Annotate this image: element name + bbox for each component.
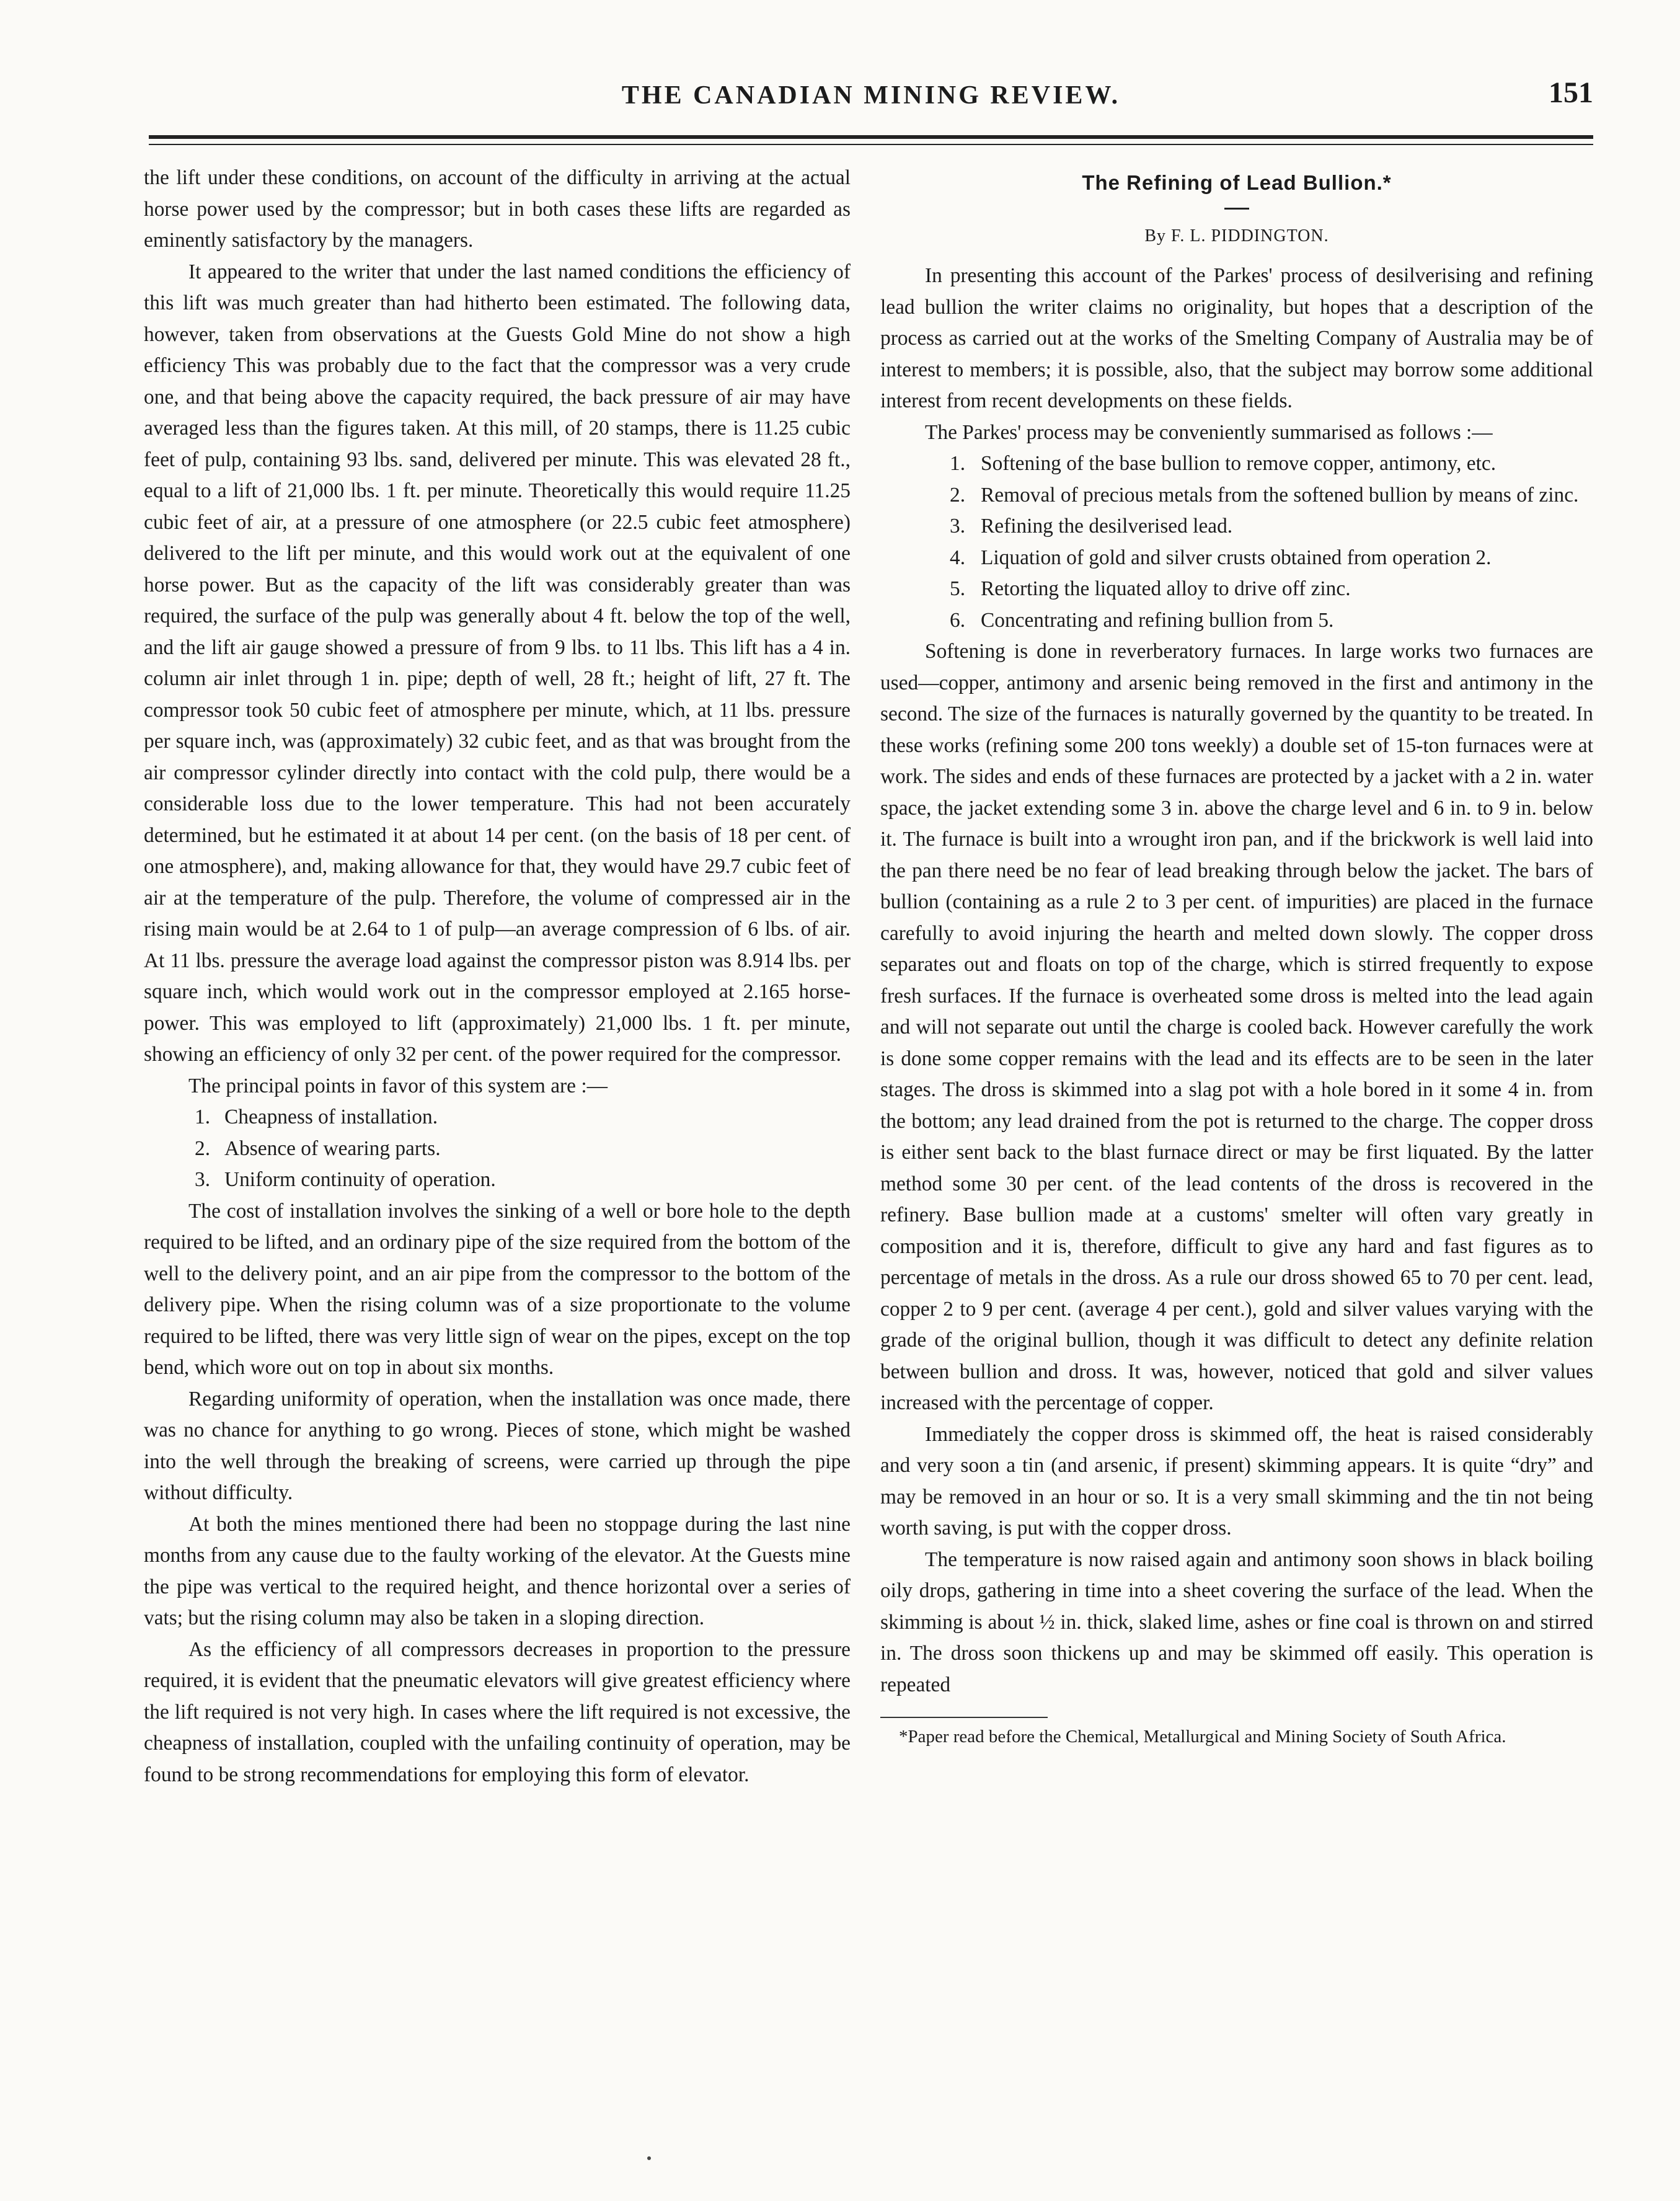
list-text: Uniform continuity of operation. bbox=[224, 1168, 496, 1191]
paragraph: The principal points in favor of this system are :— bbox=[188, 1074, 608, 1097]
paragraph: In presenting this account of the Parkes' process of desilverising and refining lead bullion the writer claims no originality, but hopes that a description of the process as carried out at the works of the Smelting Company of Australia may be of interest to members; it is possible, also, that the subject may borrow some additional interest from recent developments on these fields. bbox=[880, 264, 1593, 412]
running-head: THE CANADIAN MINING REVIEW. bbox=[621, 81, 1121, 110]
list-number: 3. bbox=[195, 1168, 211, 1191]
list-text: Liquation of gold and silver crusts obtained from operation 2. bbox=[981, 546, 1492, 569]
list-number: 1. bbox=[950, 452, 966, 475]
paragraph: It appeared to the writer that under the last named conditions the efficiency of this lift was much greater than had hitherto been estimated. The following data, however, taken from observations at the Guests Gold Mine do not show a high efficiency This was probably due to the fact that the compressor was a very crude one, and that being above the capacity required, the back pressure of air may have averaged less than the figures taken. At this mill, of 20 stamps, there is 11.25 cubic feet of pulp, containing 93 lbs. sand, delivered per minute. This was elevated 28 ft., equal to a lift of 21,000 lbs. 1 ft. per minute. Theoretically this would require 11.25 cubic feet of air, at a pressure of one atmosphere (or 22.5 cubic feet atmosphere) delivered to the lift per minute, and this would work out at the equivalent of one horse power. But as the capacity of the lift was considerably greater than was required, the surface of the pulp was generally about 4 ft. below the top of the well, and the lift air gauge showed a pressure of from 9 lbs. to 11 lbs. This lift has a 4 in. column air inlet through 1 in. pipe; depth of well, 28 ft.; height of lift, 27 ft. The compressor took 50 cubic feet of atmosphere per minute, which, at 11 lbs. pressure per square inch, was (approximately) 32 cubic feet, and as that was brought from the air compressor cylinder directly into contact with the cold pulp, there would be a considerable loss due to the lower temperature. This had not been accurately determined, but he estimated it at about 14 per cent. (on the basis of 18 per cent. of one atmosphere), and, making allowance for that, they would have 29.7 cubic feet of air at the temperature of the pulp. Therefore, the volume of compressed air in the rising main would be at 2.64 to 1 of pulp—an average compression of 6 lbs. of air. At 11 lbs. pressure the average load against the compressor piston was 8.914 lbs. per square inch, which would work out in the compressor employed at 2.165 horse-power. This was employed to lift (approximately) 21,000 lbs. 1 ft. per minute, showing an efficiency of only 32 per cent. of the power required for the compressor. bbox=[144, 260, 851, 1066]
paragraph: The Parkes' process may be conveniently summarised as follows :— bbox=[925, 420, 1493, 444]
process-steps-list bbox=[880, 448, 1593, 636]
list-text: Retorting the liquated alloy to drive off zinc. bbox=[981, 577, 1351, 600]
list-number: 6. bbox=[950, 608, 966, 632]
page-header bbox=[149, 76, 1593, 130]
list-number: 4. bbox=[950, 546, 966, 569]
footnote-rule bbox=[880, 1717, 1048, 1718]
right-column bbox=[880, 162, 1593, 1749]
paragraph: Softening is done in reverberatory furnaces. In large works two furnaces are used—copper, antimony and arsenic being removed in the first and antimony in the second. The size of the furnaces is naturally governed by the quantity to be treated. In these works (refining some 200 tons weekly) a double set of 15-ton furnaces were at work. The sides and ends of these furnaces are protected by a jacket with a 2 in. water space, the jacket extending some 3 in. above the charge level and 6 in. to 9 in. below it. The furnace is built into a wrought iron pan, and if the brickwork is well laid into the pan there need be no fear of lead breaking through below the jacket. The bars of bullion (containing as a rule 2 to 3 per cent. of impurities) are placed in the furnace carefully to avoid injuring the hearth and melted down slowly. The copper dross separates out and floats on top of the charge, which is stirred frequently to expose fresh surfaces. If the furnace is overheated some dross is melted into the lead again and will not separate out until the charge is cooled back. However carefully the work is done some copper remains with the lead and its effects are to be seen in the later stages. The dross is skimmed into a slag pot with a hole bored in it some 4 in. from the bottom; any lead drained from the pot is returned to the charge. The copper dross is either sent back to the blast furnace direct or may be first liquated. By the latter method some 30 per cent. of the lead contents of the dross is recovered in the refinery. Base bullion made at a customs' smelter will often vary greatly in composition and it is, therefore, difficult to give any hard and fast figures as to percentage of metals in the dross. As a rule our dross showed 65 to 70 per cent. lead, copper 2 to 9 per cent. (average 4 per cent.), gold and silver values varying with the grade of the original bullion, though it was difficult to detect any definite relation between bullion and dross. It was, however, noticed that gold and silver values increased with the percentage of copper. bbox=[880, 640, 1593, 1414]
list-item bbox=[880, 448, 1593, 480]
list-text: Concentrating and refining bullion from 5. bbox=[981, 608, 1334, 632]
paragraph: Immediately the copper dross is skimmed off, the heat is raised considerably and very soon a tin (and arsenic, if present) skimming appears. It is quite “dry” and may be removed in an hour or so. It is a very small skimming and the tin not being worth saving, is put with the copper dross. bbox=[880, 1422, 1593, 1539]
paragraph: The temperature is now raised again and antimony soon shows in black boiling oily drops, gathering in time into a sheet covering the surface of the lead. When the skimming is about ½ in. thick, slaked lime, ashes or fine coal is thrown on and stirred in. The dross soon thickens up and may be skimmed off easily. This operation is repeated bbox=[880, 1548, 1593, 1696]
footnote: *Paper read before the Chemical, Metallurgical and Mining Society of South Africa. bbox=[899, 1727, 1506, 1747]
list-number: 3. bbox=[950, 515, 966, 538]
list-text: Refining the desilverised lead. bbox=[981, 515, 1233, 538]
list-item bbox=[144, 1164, 851, 1196]
paragraph: The cost of installation involves the sinking of a well or bore hole to the depth required to be lifted, and an ordinary pipe of the size required from the bottom of the well to the delivery point, and an air pipe from the compressor to the bottom of the delivery pipe. When the rising column was of a size proportionate to the volume required to be lifted, there was very little sign of wear on the pipes, except on the top bend, which wore out on top in about six months. bbox=[144, 1199, 851, 1379]
list-item bbox=[144, 1133, 851, 1165]
header-rule-thin bbox=[149, 144, 1593, 145]
list-number: 5. bbox=[950, 577, 966, 600]
list-text: Softening of the base bullion to remove copper, antimony, etc. bbox=[981, 452, 1497, 475]
list-number: 1. bbox=[195, 1105, 211, 1128]
article-byline: By F. L. PIDDINGTON. bbox=[1144, 226, 1329, 246]
list-item bbox=[880, 542, 1593, 574]
left-column bbox=[144, 162, 851, 1791]
paragraph: Regarding uniformity of operation, when the installation was once made, there was no chance for anything to go wrong. Pieces of stone, which might be washed into the well through the breaking of screens, were carried up through the pipe without difficulty. bbox=[144, 1387, 851, 1504]
list-item bbox=[880, 480, 1593, 512]
list-number: 2. bbox=[950, 483, 966, 507]
list-text: Cheapness of installation. bbox=[224, 1105, 438, 1128]
list-text: Removal of precious metals from the softened bullion by means of zinc. bbox=[981, 483, 1579, 507]
list-item bbox=[880, 605, 1593, 637]
list-item bbox=[880, 574, 1593, 605]
article-title: The Refining of Lead Bullion.* bbox=[1082, 171, 1392, 194]
page-mark bbox=[647, 2156, 651, 2160]
paragraph: At both the mines mentioned there had been no stoppage during the last nine months from any cause due to the faulty working of the elevator. At the Guests mine the pipe was vertical to the required height, and thence horizontal over a series of vats; but the rising column may also be taken in a sloping direction. bbox=[144, 1512, 851, 1629]
title-divider bbox=[1224, 208, 1249, 210]
advantages-list bbox=[144, 1102, 851, 1196]
list-item bbox=[144, 1102, 851, 1133]
list-item bbox=[880, 511, 1593, 542]
list-text: Absence of wearing parts. bbox=[224, 1136, 441, 1160]
header-rule-thick bbox=[149, 135, 1593, 139]
page-number: 151 bbox=[1549, 76, 1593, 109]
list-number: 2. bbox=[195, 1136, 211, 1160]
paragraph: the lift under these conditions, on account of the difficulty in arriving at the actual horse power used by the compressor; but in both cases these lifts are regarded as eminently satisfactory by the managers. bbox=[144, 166, 851, 252]
paragraph: As the efficiency of all compressors decreases in proportion to the pressure required, it is evident that the pneumatic elevators will give greatest efficiency where the lift required is not very high. In cases where the lift required is not excessive, the cheapness of installation, coupled with the unfailing continuity of operation, may be found to be strong recommendations for employing this form of elevator. bbox=[144, 1637, 851, 1786]
